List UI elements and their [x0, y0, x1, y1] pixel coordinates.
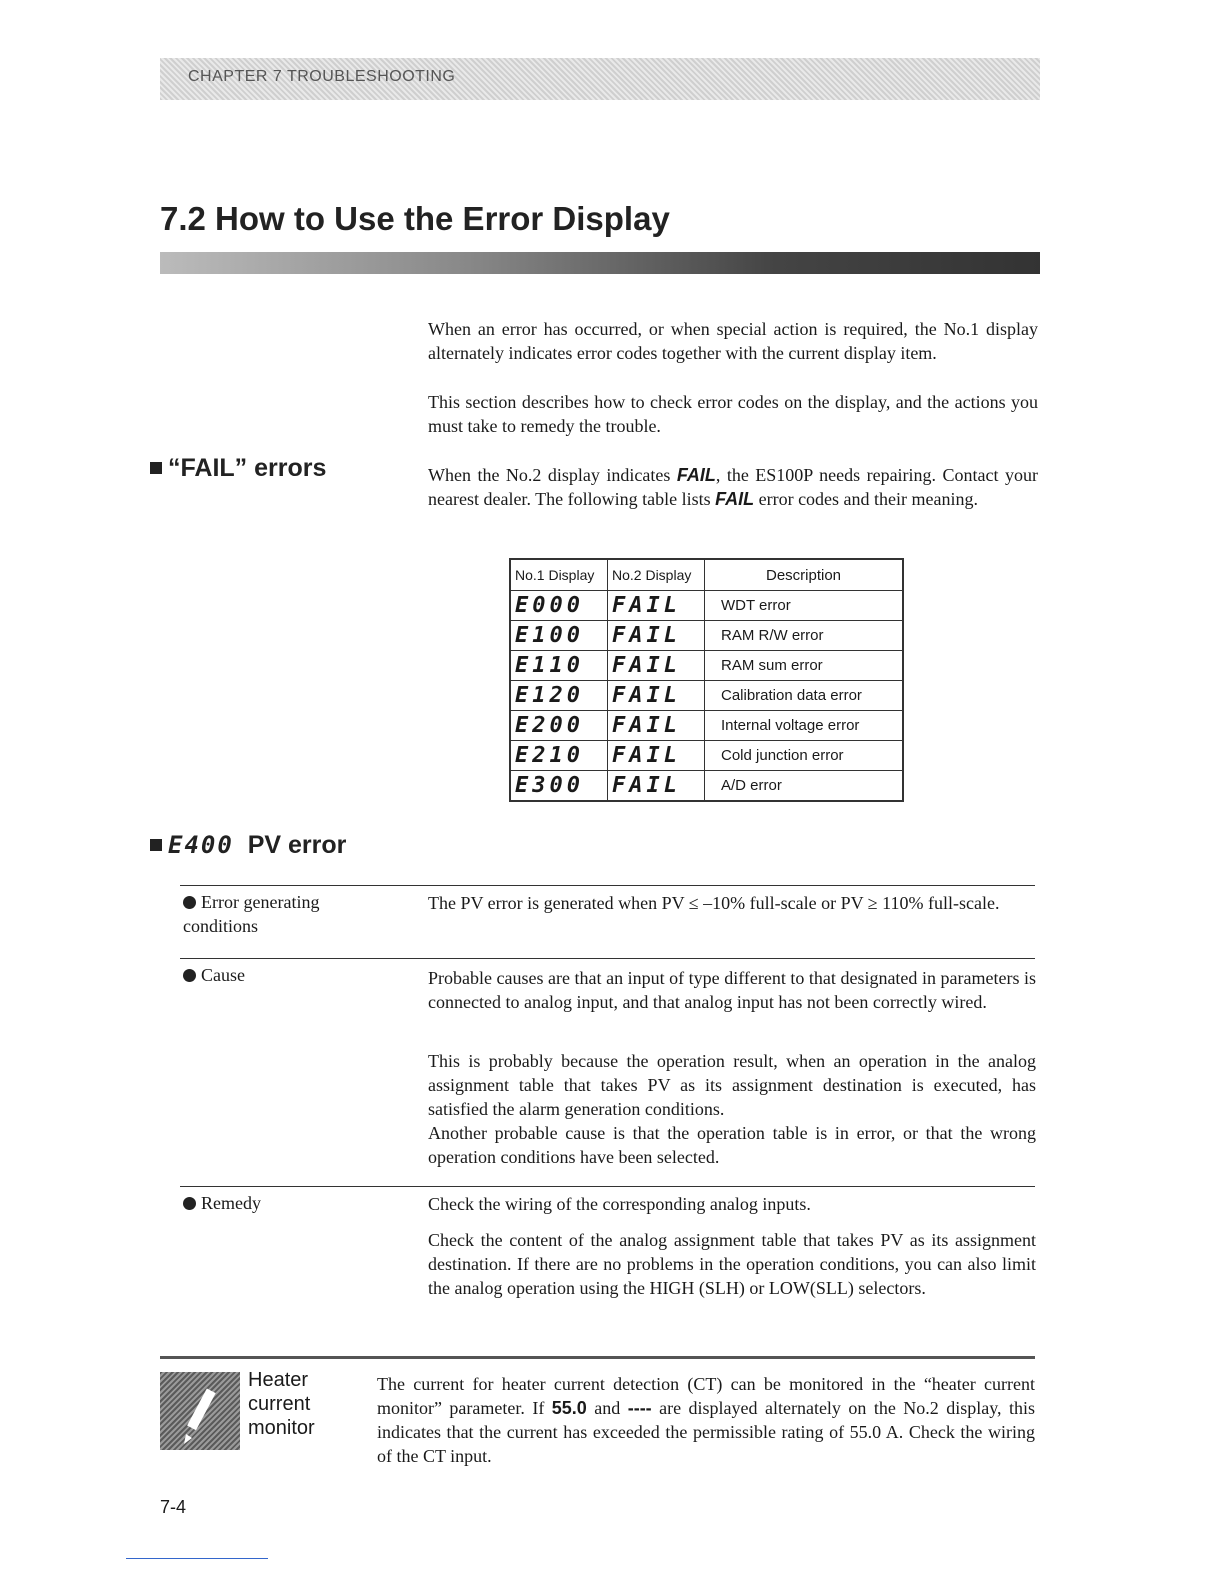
no1-code: E100 [510, 621, 608, 651]
bullet-dot-icon [183, 896, 196, 909]
error-description: RAM sum error [705, 651, 904, 681]
title-rule [160, 252, 1040, 274]
footer-line [126, 1558, 268, 1559]
note-code-1: 55.0 [551, 1398, 587, 1418]
error-description: WDT error [705, 591, 904, 621]
no2-code: FAIL [608, 741, 705, 771]
error-description: Internal voltage error [705, 711, 904, 741]
note-rule [160, 1356, 1035, 1359]
intro-paragraph-2: This section describes how to check error codes on the display, and the actions you must take to remedy the trouble. [428, 392, 1038, 436]
note-title: Heater current monitor [248, 1369, 315, 1439]
error-description: Cold junction error [705, 741, 904, 771]
table-row [510, 681, 903, 711]
square-bullet-icon [150, 462, 162, 474]
conditions-text: The PV error is generated when PV ≤ –10% full-scale or PV ≥ 110% full-scale. [428, 893, 1000, 913]
no2-code: FAIL [608, 591, 705, 621]
error-description: A/D error [705, 771, 904, 802]
note-code-2: ---- [627, 1398, 652, 1418]
note-text: The current for heater current detection (CT) can be monitored in the “heater current monitor” parameter. If 55.0 and ---- are displayed alternately on the No.2 display, this indicates that the current has exceeded the permissible rating of 55.0 A. Check the wiring of the CT input. [377, 1374, 1035, 1466]
header-description: Description [705, 559, 904, 591]
divider [180, 958, 1035, 959]
intro-paragraph-1: When an error has occurred, or when special action is required, the No.1 display alternately indicates error codes together with the current display item. [428, 319, 1038, 363]
no1-code: E210 [510, 741, 608, 771]
note-pencil-icon [160, 1372, 240, 1450]
remedy-paragraph-2: Check the content of the analog assignment table that takes PV as its assignment destination. If there are no problems in the operation conditions, you can also limit the analog operation using the HIGH (SLH) or LOW(SLL) selectors. [428, 1230, 1036, 1298]
no2-code: FAIL [608, 621, 705, 651]
table-row [510, 741, 903, 771]
no1-code: E120 [510, 681, 608, 711]
chapter-label: CHAPTER 7 TROUBLESHOOTING [188, 68, 456, 85]
cause-paragraph-1: Probable causes are that an input of type different to that designated in parameters is connected to analog input, and that analog input has not been correctly wired. [428, 968, 1036, 1012]
page-number: 7-4 [160, 1497, 187, 1517]
divider [180, 885, 1035, 886]
bullet-dot-icon [183, 1197, 196, 1210]
table-row [510, 771, 903, 802]
chapter-header-bar [160, 58, 1040, 100]
no2-code: FAIL [608, 681, 705, 711]
no2-code: FAIL [608, 651, 705, 681]
error-description: RAM R/W error [705, 621, 904, 651]
pv-error-code: E400 [168, 831, 234, 859]
cause-paragraph-3: Another probable cause is that the operation table is in error, or that the wrong operation conditions have been selected. [428, 1123, 1036, 1167]
table-row [510, 591, 903, 621]
fail-code-inline: FAIL [676, 465, 716, 485]
no2-code: FAIL [608, 711, 705, 741]
fail-paragraph: When the No.2 display indicates FAIL, the ES100P needs repairing. Contact your nearest dealer. The following table lists FAIL error codes and their meaning. [428, 465, 1038, 509]
table-row [510, 711, 903, 741]
pv-error-heading: E400 PV error [150, 831, 346, 860]
cause-label: Cause [183, 963, 245, 987]
cause-paragraph-2: This is probably because the operation result, when an operation in the analog assignment table that takes PV as its assignment destination is executed, has satisfied the alarm generation conditions. [428, 1051, 1036, 1119]
error-description: Calibration data error [705, 681, 904, 711]
divider [180, 1186, 1035, 1187]
no1-code: E110 [510, 651, 608, 681]
no1-code: E300 [510, 771, 608, 802]
no1-code: E200 [510, 711, 608, 741]
section-title: 7.2 How to Use the Error Display [160, 200, 670, 237]
square-bullet-icon [150, 839, 162, 851]
table-row [510, 621, 903, 651]
header-no1-display: No.1 Display [510, 559, 608, 591]
error-code-table [509, 558, 904, 802]
remedy-label: Remedy [183, 1191, 261, 1215]
no1-code: E000 [510, 591, 608, 621]
fail-errors-heading: “FAIL” errors [150, 454, 326, 483]
bullet-dot-icon [183, 969, 196, 982]
table-row [510, 651, 903, 681]
conditions-label: Error generating conditions [183, 892, 320, 936]
table-header-row [510, 559, 903, 591]
header-no2-display: No.2 Display [608, 559, 705, 591]
fail-code-inline-2: FAIL [715, 489, 755, 509]
remedy-paragraph-1: Check the wiring of the corresponding analog inputs. [428, 1194, 811, 1214]
no2-code: FAIL [608, 771, 705, 802]
